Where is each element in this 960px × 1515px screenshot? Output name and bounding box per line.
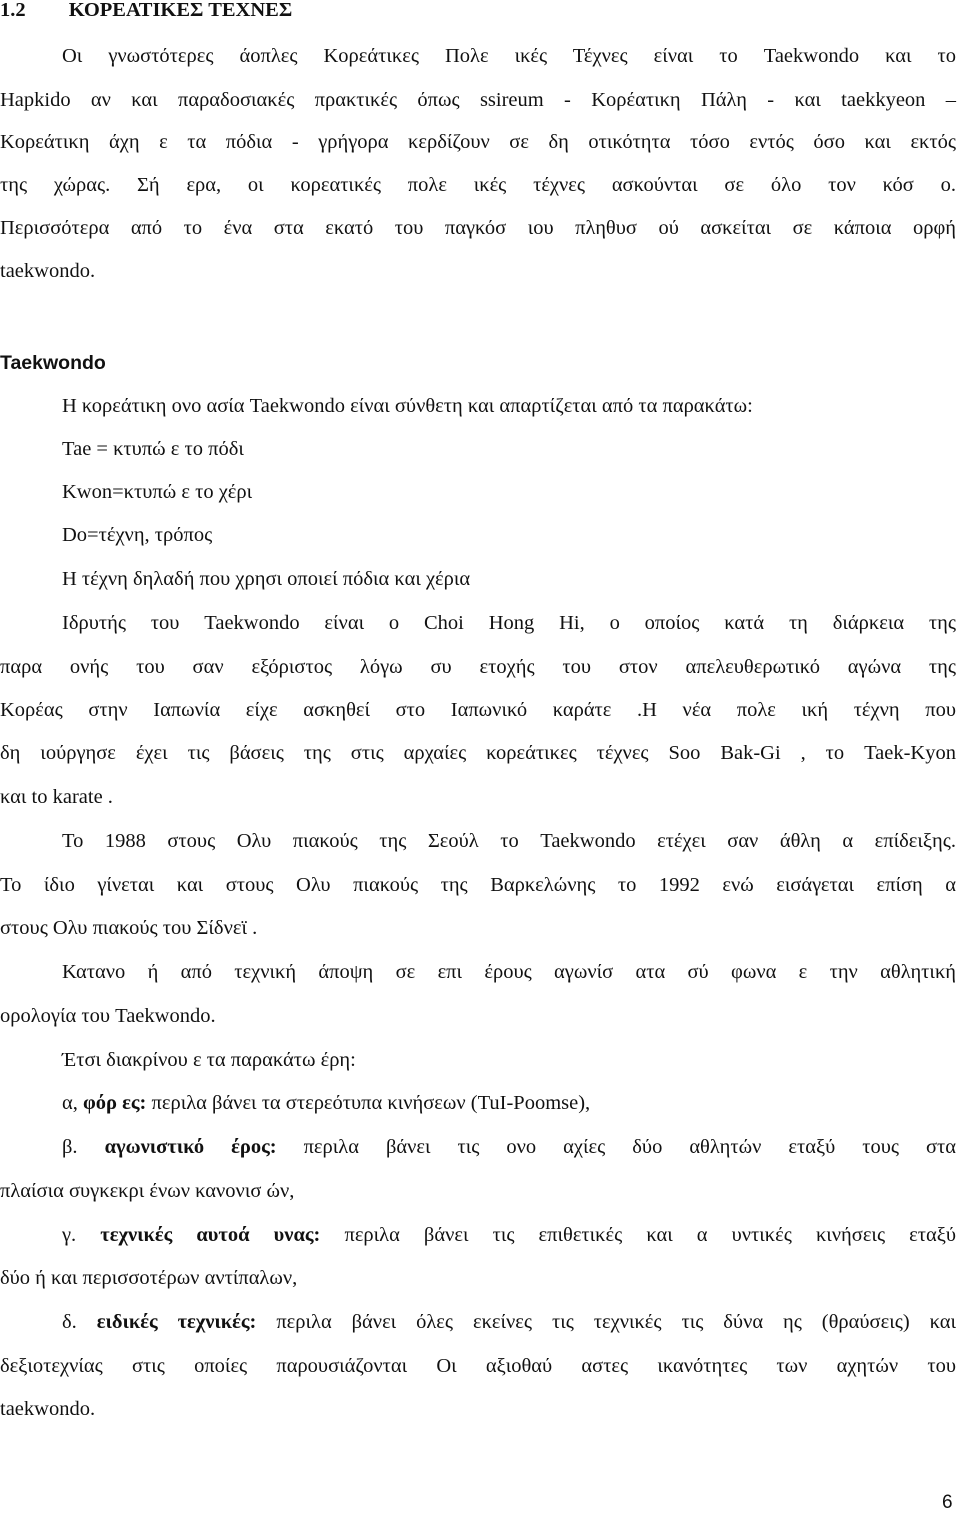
section-number: 1.2 (0, 0, 26, 21)
etymology-kwon: Kwon=κτυπώ ε το χέρι (62, 481, 253, 503)
parts-intro: Έτσι διακρίνου ε τα παρακάτω έρη: (62, 1049, 356, 1071)
part-b-term: αγωνιστικό έρος: (104, 1136, 277, 1158)
part-c-prefix: γ. (62, 1224, 77, 1246)
intro-line-1: Οι γνωστότερες άοπλες Κορεάτικες Πολε ικές Τέχνες είναι το Taekwondo και το (62, 45, 956, 67)
history-line-5: και to karate . (0, 786, 113, 808)
etymology-tae: Tae = κτυπώ ε το πόδι (62, 438, 244, 460)
intro-line-5: Περισσότερα από το ένα στα εκατό του παγκόσ ιου πληθυσ ού ασκείται σε κάποια ορφή (0, 217, 956, 239)
history-line-2: παρα ονής του σαν εξόριστος λόγω συ ετοχής του στον απελευθερωτικό αγώνα της (0, 656, 956, 678)
page-number: 6 (942, 1492, 953, 1513)
part-c-term: τεχνικές αυτοά υνας: (100, 1224, 321, 1246)
etymology-do: Do=τέχνη, τρόπος (62, 524, 213, 546)
part-c-continuation: δύο ή και περισσοτέρων αντίπαλων, (0, 1267, 298, 1289)
section-heading (0, 0, 956, 25)
intro-line-3: Κορεάτικη άχη ε τα πόδια - γρήγορα κερδίζουν σε δη οτικότητα τόσο εντός όσο και εκτός (0, 131, 956, 153)
history-line-4: δη ιούργησε έχει τις βάσεις της στις αρχαίες κορεάτικες τέχνες Soo Bak-Gi , το Taek-Kyon (0, 742, 956, 764)
section-title: ΚΟΡΕΑΤΙΚΕΣ ΤΕΧΝΕΣ (68, 0, 293, 21)
etymology-summary: Η τέχνη δηλαδή που χρησι οποιεί πόδια και χέρια (62, 568, 471, 590)
olympics-line-3: στους Ολυ πιακούς του Σίδνεϊ . (0, 917, 258, 939)
part-a (62, 1088, 960, 1118)
part-a-desc: περιλα βάνει τα στερεότυπα κινήσεων (TuI-Poomse), (151, 1092, 591, 1114)
part-b-desc: περιλα βάνει τις ονο αχίες δύο αθλητών εταξύ τους στα (303, 1136, 957, 1158)
olympics-line-1: Το 1988 στους Ολυ πιακούς της Σεούλ το Taekwondo ετέχει σαν άθλη α επίδειξης. (62, 830, 956, 852)
part-b (62, 1132, 956, 1162)
part-d-continuation-1: δεξιοτεχνίας στις οποίες παρουσιάζονται Οι αξιοθαύ αστες ικανότητες των αχητών του (0, 1355, 956, 1377)
part-d-term: ειδικές τεχνικές: (96, 1311, 257, 1333)
part-d-prefix: δ. (62, 1311, 77, 1333)
part-b-prefix: β. (62, 1136, 78, 1158)
part-b-continuation: πλαίσια συγκεκρι ένων κανονισ ών, (0, 1180, 295, 1202)
taekwondo-heading: Taekwondo (0, 352, 106, 374)
part-a-term: φόρ ες: (83, 1092, 147, 1114)
etymology-intro: Η κορεάτικη ονο ασία Taekwondo είναι σύνθετη και απαρτίζεται από τα παρακάτω: (62, 395, 753, 417)
history-line-1: Ιδρυτής του Taekwondo είναι ο Choi Hong Hi, ο οποίος κατά τη διάρκεια της (62, 612, 956, 634)
part-d-continuation-2: taekwondo. (0, 1398, 96, 1420)
part-d-desc: περιλα βάνει όλες εκείνες τις τεχνικές τις δύνα ης (θραύσεις) και (276, 1311, 957, 1333)
olympics-line-2: Το ίδιο γίνεται και στους Ολυ πιακούς της Βαρκελώνης το 1992 ενώ εισάγεται επίση α (0, 874, 956, 896)
classification-line-1: Κατανο ή από τεχνική άποψη σε επι έρους αγωνίσ ατα σύ φωνα ε την αθλητική (62, 961, 956, 983)
intro-line-6: taekwondo. (0, 260, 96, 282)
part-c-desc: περιλα βάνει τις επιθετικές και α υντικές κινήσεις εταξύ (344, 1224, 957, 1246)
intro-line-2: Hapkido αν και παραδοσιακές πρακτικές όπως ssireum - Κορέατικη Πάλη - και taekkyeon – (0, 89, 956, 111)
history-line-3: Κορέας στην Ιαπωνία είχε ασκηθεί στο Ιαπωνικό καράτε .Η νέα πολε ική τέχνη που (0, 699, 956, 721)
classification-line-2: ορολογία του Taekwondo. (0, 1005, 216, 1027)
part-a-prefix: α, (62, 1092, 78, 1114)
part-d (62, 1307, 956, 1337)
intro-line-4: της χώρας. Σή ερα, οι κορεατικές πολε ικές τέχνες ασκούνται σε όλο τον κόσ ο. (0, 174, 956, 196)
part-c (62, 1220, 956, 1250)
